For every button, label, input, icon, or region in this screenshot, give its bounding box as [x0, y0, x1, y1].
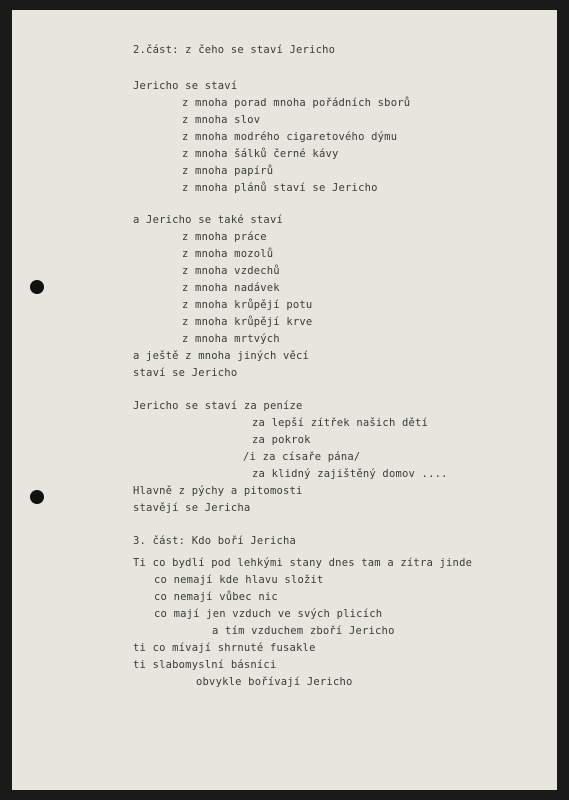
text-line: z mnoha modrého cigaretového dýmu	[182, 131, 398, 143]
text-line: z mnoha papírů	[182, 165, 274, 177]
text-line: Jericho se staví za peníze	[133, 400, 303, 412]
text-line: z mnoha šálků černé kávy	[182, 148, 339, 160]
text-line: a ještě z mnoha jiných věcí	[133, 350, 310, 362]
text-line: za lepší zítřek našich dětí	[252, 417, 429, 429]
text-line: za pokrok	[252, 434, 311, 446]
text-line: a Jericho se také staví	[133, 214, 283, 226]
text-line: ti slabomyslní básníci	[133, 659, 277, 671]
text-line: z mnoha mrtvých	[182, 333, 280, 345]
text-line: Hlavně z pýchy a pitomosti	[133, 485, 303, 497]
section-heading-3: 3. část: Kdo boří Jericha	[133, 535, 297, 547]
text-line: z mnoha slov	[182, 114, 261, 126]
section-heading-2: 2.část: z čeho se staví Jericho	[133, 44, 336, 56]
text-line: Jericho se staví	[133, 80, 238, 92]
text-line: stavějí se Jericha	[133, 502, 251, 514]
text-line: ti co mívají shrnuté fusakle	[133, 642, 316, 654]
text-line: z mnoha krůpějí potu	[182, 299, 313, 311]
text-line: z mnoha porad mnoha pořádních sborů	[182, 97, 411, 109]
text-line: z mnoha mozolů	[182, 248, 274, 260]
text-line: /i za císaře pána/	[243, 451, 361, 463]
text-line: Ti co bydlí pod lehkými stany dnes tam a zítra jinde	[133, 557, 473, 569]
text-line: z mnoha krůpějí krve	[182, 316, 313, 328]
typewritten-page	[12, 10, 557, 790]
text-line: z mnoha práce	[182, 231, 267, 243]
text-line: co nemají vůbec nic	[154, 591, 278, 603]
text-line: a tím vzduchem zboří Jericho	[212, 625, 395, 637]
text-line: za klidný zajištěný domov ....	[252, 468, 448, 480]
text-line: staví se Jericho	[133, 367, 238, 379]
text-line: obvykle bořívají Jericho	[196, 676, 353, 688]
text-line: z mnoha plánů staví se Jericho	[182, 182, 378, 194]
text-line: co mají jen vzduch ve svých plicích	[154, 608, 383, 620]
text-line: z mnoha nadávek	[182, 282, 280, 294]
text-line: z mnoha vzdechů	[182, 265, 280, 277]
text-line: co nemají kde hlavu složit	[154, 574, 324, 586]
typewritten-text	[12, 10, 557, 790]
